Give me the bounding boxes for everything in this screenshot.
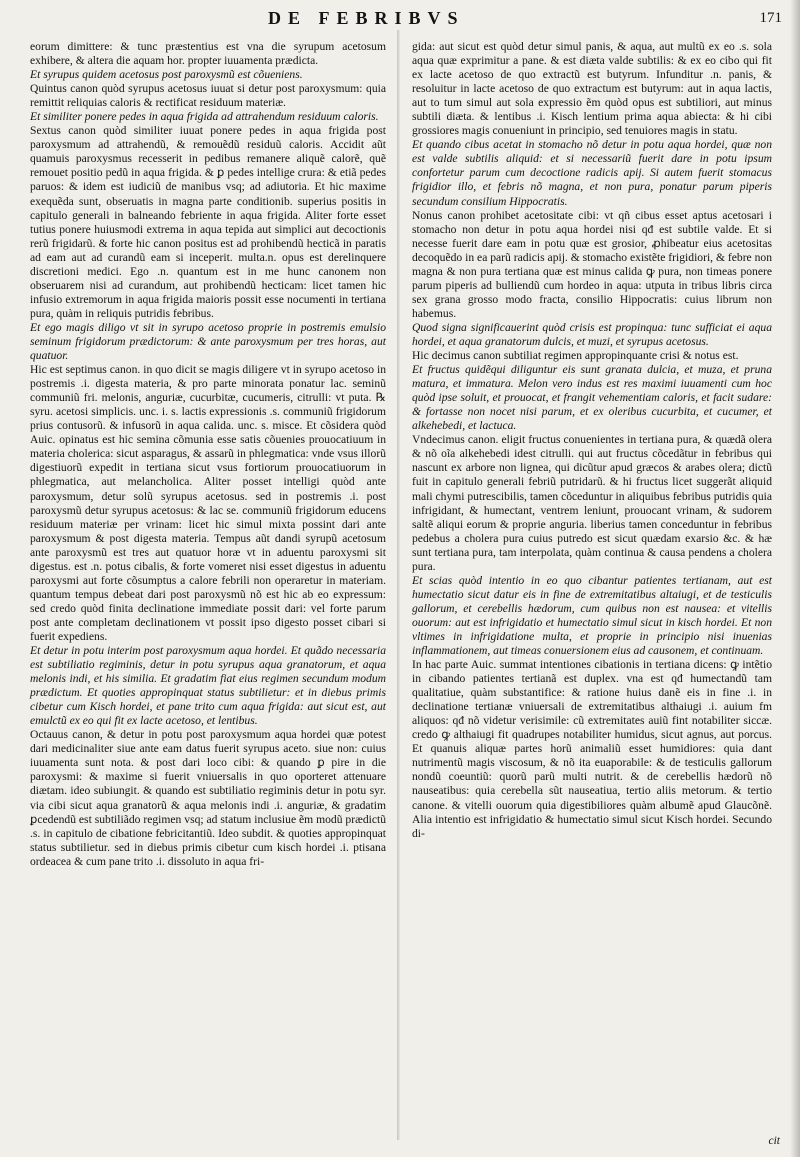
paragraph: Et quando cibus acetat in stomacho nõ detur in potu aqua hordei, quæ non est valde subtilis aliquid: et si necessariũ fuerit dare in potu ipsum confortetur parum cum decoctione radicis apij. Si autem fuerit stomacus frigidior illo, et febris nõ magna, et non pura, ponatur parum piperis secundum consilium Hippocratis. — [412, 138, 772, 208]
paragraph: eorum dimittere: & tunc præstentius est vna die syrupum acetosum exhibere, & altera die aquam hor. propter iuuamenta prædicta. — [30, 40, 386, 68]
paragraph: Et similiter ponere pedes in aqua frigida ad attrahendum residuum caloris. — [30, 110, 379, 124]
page-number: 171 — [759, 10, 782, 26]
paragraph: Et scias quòd intentio in eo quo cibantur patientes tertianam, aut est humectatio sicut datur eis in fine de extremitatibus altaiugi, et de testiculis gallorum, et cerebellis hædorum, cum quibus non est nausea: et vitellis ouorum: aut est infrigidatio et humectatio simul sicut in kisch hordei. Et non vltimes in infrigidatione multa, et proprie in principio nisi inuenias inflammationem, aut timeas conuersionem eius ad causonem, et continuam. — [412, 573, 772, 658]
paragraph: In hac parte Auic. summat intentiones cibationis in tertiana dicens: ꝙ intẽtio in cibando patientes tertianã est duplex. vna est qđ humectandũ tam qualitatiue, quàm substantifice: & ratione huius danẽ eis in fine .i. in declinatione tertianæ vniuersali de extremitatibus althaiugi .i. auium fm aliquos: qđ nõ videtur verisimile: cũ extremitates auiũ fint notabiliter siccæ. credo ꝙ althaiugi fit quadrupes notabiliter humidus, sicut agnus, aut porcus. Et quanuis aliquæ partes horũ animaliũ esset humidiores: quia dant nutrimentũ magis viscosum, & nõ ita euaporabile: & de testiculis gallorum nondũ coeuntiũ: quorũ parũ multi nutrit. & de cerebellis hædorũ nõ nauseatibus: quia cerebella sũt nauseatiua, tertio aliis metorum. & tertio canone. & vitelli ouorum quia digestibiliores quàm albumẽ apud Glaucõnẽ. Alia intentio est infrigidatio & humectatio simul sicut Kisch hordei. Secundo di- — [412, 658, 772, 840]
paragraph: Quod signa significauerint quòd crisis est propinqua: tunc sufficiat ei aqua hordei, et aqua granatorum dulcis, et muzi, et syrupus acetosus. — [412, 320, 772, 348]
paragraph: Sextus canon quòd similiter iuuat ponere pedes in aqua frigida post paroxysmum ad attrahendũ, & remouẽdũ residuũ caloris. Accidit aũt quamuis paroxysmus recesserit in pedibus remanere aliquẽ calorẽ, quẽ remouet positio pedũ in aqua frigida. & ꝑ pedes intellige crura: & etiã pedes paruos: & idem est iudiciũ de manibus vsq; ad adiutoria. Et hic maxime exequẽda sunt, obseruatis in magna parte conditionib. superius positis in capitulo generali in balneando febriente in aqua frigida. Aliter forte esset tutius ponere huiusmodi extrema in aqua tepida aut simplici aut decoctionis rerũ frigidarũ. & forte hic canon positus est ad prohibendũ hecticã in paratis ad eam aut ad curandũ eam si inceperit. multa.n. opus est derelinquere discretioni medici. Ego .n. quantum est in me hunc canonem non obseruarem nisi ad curandum, aut prohibendũ hecticam: licet tamen hic infusio extremorum in aqua frigida maioris possit esse nocumenti in tertiana pura, quàm in reliquis putridis febribus. — [30, 124, 386, 320]
paragraph: Hic est septimus canon. in quo dicit se magis diligere vt in syrupo acetoso in postremis .i. digesta materia, & pro parte minorata ponatur lac. seminũ communiũ fri. melonis, anguriæ, cucurbitæ, cucumeris, citrulli: vt puta. ℞ syru. acetosi simplicis. unc. i. s. lactis expressionis .s. communiũ frigidorum prius contusorũ. & infusorũ in aqua calida. unc. s. misce. Et cõsidera quòd Auic. opinatus est hic semina cõmunia esse satis cõuenies prouocatiuum in materia cholerica: sicut asparagus, & assarũ in phlegmatica: vnde vsus illorũ digestiuorũ expedit in tertiana sicut vsus fortiorum prouocatiuorum in phlegmatica, aut melancholica. Aliter posset intelligi quòd ante paroxysmum, detur solũ syrupus acetosus. sed in postremis .i. post paroxysmũ detur syrupus acetosus: & lac se. communiũ frigidorum educens residuum materiæ per vrinam: licet hic simul mixta possint dari ante paroxysmum & post digesta materia. Tempus aũt dandi syrupũ acetosum ante paroxysmũ est tres aut quatuor horæ vt in aduentu paroxysmi sit digestus. est .n. potus cibalis, & forte vomeret nisi esset digestus in aduentu paroxysmi aut forte cõsumptus a calore febrili non operaretur in materiam. quantum tempus debeat dari post paroxysmũ nõ est hic ab eo expressum: sed credo quòd finita declinatione immediate possit dari: vel forte parum post ante completam declinationem vt possit ipso digesto posset cibari si fuerit expediens. — [30, 363, 386, 643]
running-title: DE FEBRIBVS — [268, 8, 465, 28]
paragraph: Nonus canon prohibet acetositate cibi: vt qñ cibus esset aptus acetosari i stomacho non detur in potu aqua hordei nisi qđ est subtile valde. Et si necesse fuerit dare eam in potu quæ est grosior, ꝓhibeatur eius acetositas decoquẽdo in ea parũ radicis apij. & stomacho existẽte frigidiori, & febre non magna & non pura tertiana quæ est minus calida ꝙ pura, non timeas ponere parum piperis ad bulliendũ cum hordeo in aqua: utputa in tribus libris circa sex grana grosso modo fracta, consilio Hippocratis: cuius librum non habemus. — [412, 208, 772, 320]
page-edge-shadow — [790, 0, 800, 1157]
running-head — [0, 8, 800, 34]
paragraph: Et syrupus quidem acetosus post paroxysmũ est cõueniens. — [30, 68, 303, 82]
paragraph: Hic decimus canon subtiliat regimen appropinquante crisi & notus est. — [412, 349, 739, 363]
catchword: cit — [768, 1135, 780, 1147]
paragraph: Et detur in potu interim post paroxysmum aqua hordei. Et quãdo necessaria est subtiliatio regiminis, detur in potu syrupus aqua granatorum, et aqua melonis indi, et his similia. Et gradatim fiat eius regimen secundum modum prædictum. Et quoties appropinquat status subtilietur: et in diebus primis cibetur cum Kisch hordei, et pane trito cum aqua frigida: aut sicut est, aut emulctũ ex eo qui fit ex lacte acetoso, et lentibus. — [30, 644, 386, 728]
paragraph: Vndecimus canon. eligit fructus conuenientes in tertiana pura, & quædã olera & nõ oĩa alkehebedi idest citrulli. qui aut fructus cõcedãtur in febribus qui nascunt ex arbore non lignea, qui dicũtur apud græcos & arabes olera; dictũ fuit in capitulo generali febriũ putridarũ. & hi fructus licet suggerãt aliquid mali chymi putrescibilis, tamen cõceduntur in aliquibus febribus putridis quia infrigidant, & humectant, ventrem leniunt, prouocant vrinam, & sudorem saltẽ aliqui eorum & proprie anguria. liberius tamen conceduntur in febribus pedebus a cholera pura cuius putredo est sicut quædam exarsio &c. & hæ sunt tertiana pura, tam interpolata, quàm continua & causa pendens a cholera pura. — [412, 433, 772, 573]
paragraph: Octauus canon, & detur in potu post paroxysmum aqua hordei quæ potest dari medicinaliter siue ante eam datus fuerit syrupus aceto. siue non: cuius iuuamenta sunt nota. & post dari loco cibi: & quando ꝑ pire in die paroxysmi: & maxime si fuerit vniuersalis in quo oporteret attenuare diætam. ideo subiungit. & quando est subtiliatio regiminis detur in potu syr. via cibi sicut aqua granatorũ & aqua melonis indi .i. anguriæ, & gradatim ꝑcedendũ est subtiliãdo regimen vsq; ad statum inclusiue ẽm modũ prædictũ .s. in capitulo de cibatione febricitantiũ. Ideo subdit. & quoties appropinquat status subtilietur. sed in diebus primis cibetur cum kisch hordei .i. ptisana ordeacea & cum pane trito .i. dissoluto in aqua fri- — [30, 728, 386, 868]
right-column — [412, 40, 772, 841]
paragraph: Et ego magis diligo vt sit in syrupo acetoso proprie in postremis emulsio seminum frigidorum prædictorum: & ante paroxysmum per tres horas, aut quatuor. — [30, 320, 386, 363]
left-column — [30, 40, 386, 869]
paragraph: gida: aut sicut est quòd detur simul panis, & aqua, aut multũ ex eo .s. sola aqua quæ exprimitur a pane. & est diæta valde subtilis: & ex eo cibo qui fit ex lacte acetoso de quo extractũ est butyrum. Infunditur .n. panis, & resoluitur in lacte acetoso de quo extractum est butyrum: aut in aqua lactis, aut to tum simul aut sola expressio ẽm quòd opus est subtiliori, aut minus subtili diæta. & lentibus .i. Kisch lentium prima aqua abiecta: & hi cibi grossiores magis conueniunt in principio, sed tenuiores magis in statu. — [412, 40, 772, 138]
column-gutter — [397, 30, 400, 1140]
paragraph: Et fructus quidẽqui diliguntur eis sunt granata dulcia, et muza, et pruna matura, et immatura. Melon vero indus est res maximi iuuamenti cum hoc quòd ipse soluit, et prouocat, et frangit vehementiam caloris, et facit sudare: & fortasse non nocet nisi parum, et ex oleribus cucurbita, et cucumer, et alkehebedi, et lactuca. — [412, 363, 772, 433]
paragraph: Quintus canon quòd syrupus acetosus iuuat si detur post paroxysmum: quia remittit reliquias caloris & rectificat residuum materiæ. — [30, 82, 386, 110]
